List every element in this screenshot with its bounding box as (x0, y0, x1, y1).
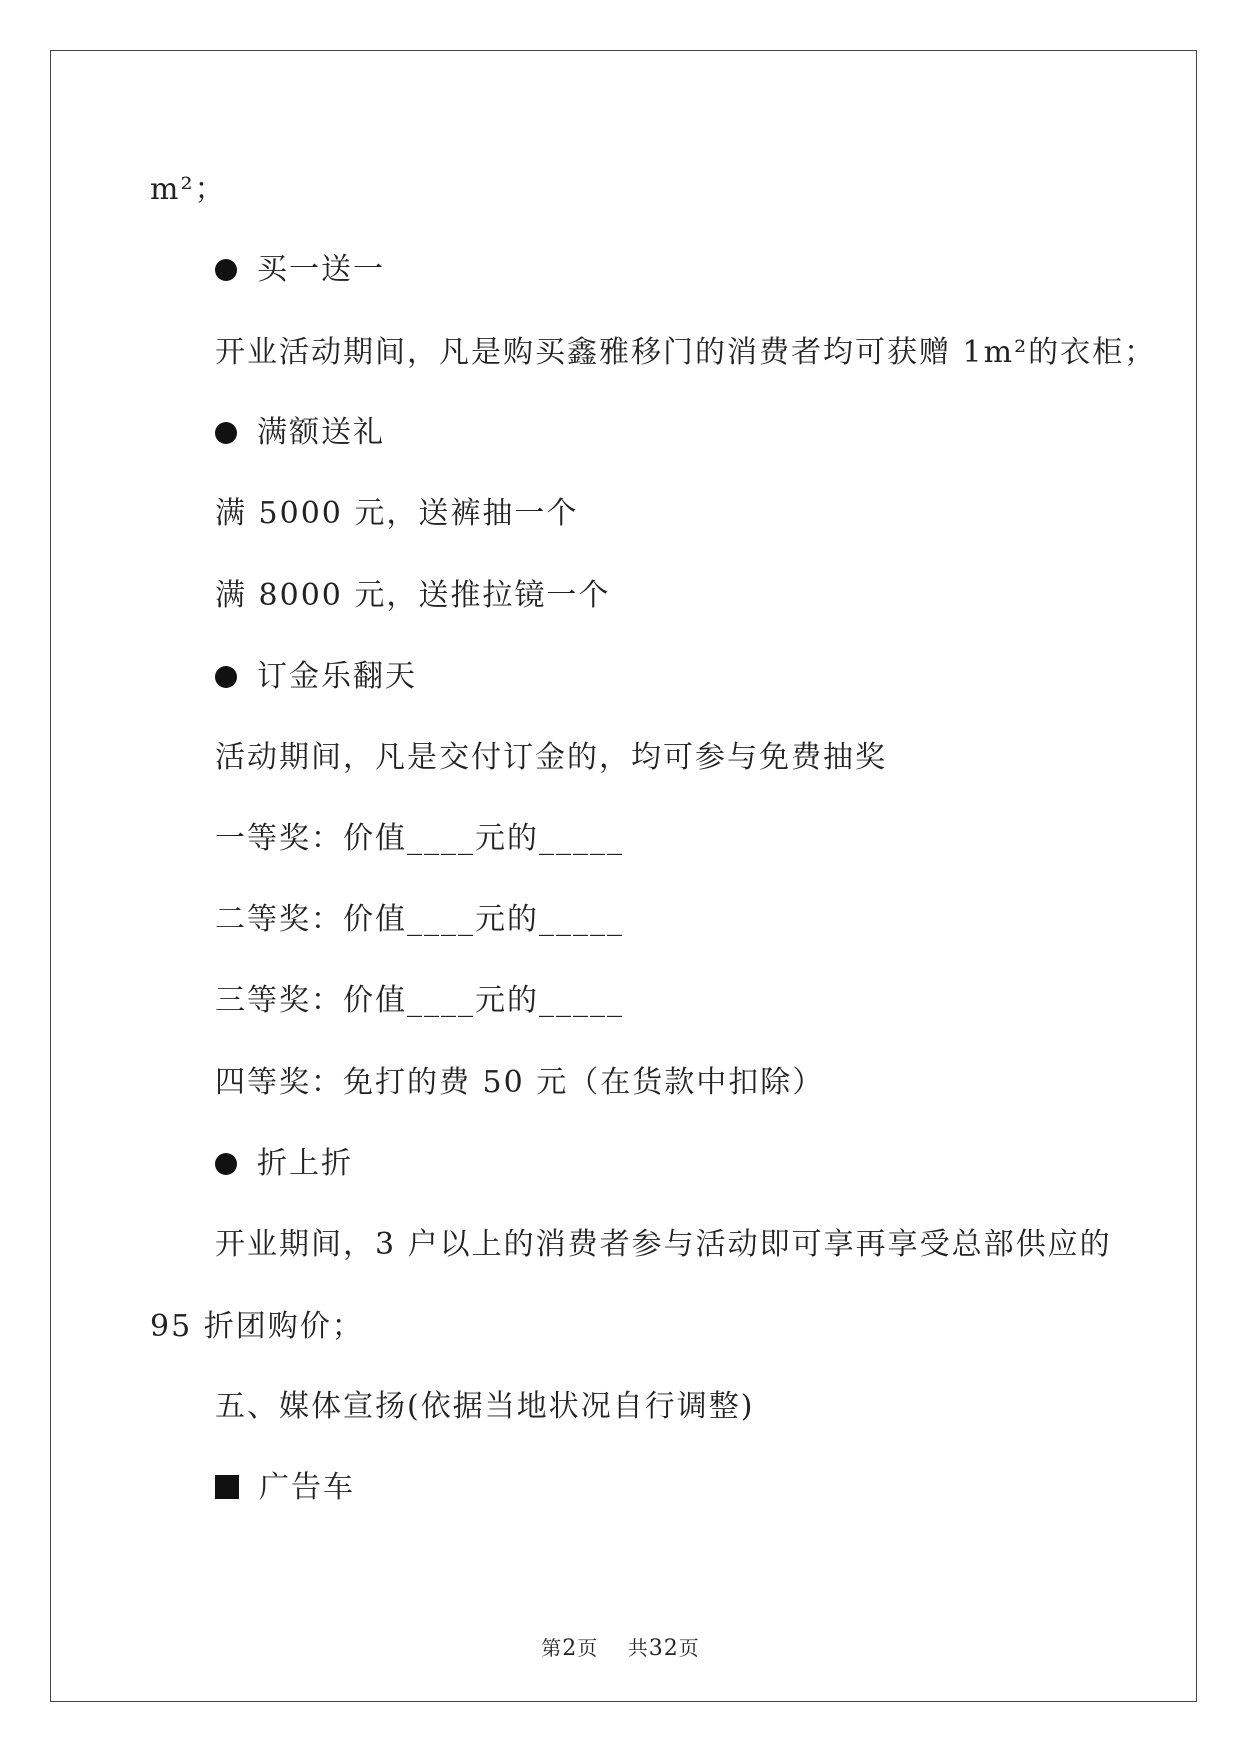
text-line: 95 折团购价； (150, 1309, 364, 1344)
bullet-icon (215, 259, 237, 281)
text-line: 满 8000 元，送推拉镜一个 (215, 578, 611, 613)
page-footer (0, 1635, 1241, 1662)
text-line: 四等奖：免打的费 50 元（在货款中扣除） (215, 1065, 825, 1100)
square-bullet-icon (215, 1475, 239, 1499)
text-line: 开业活动期间，凡是购买鑫雅移门的消费者均可获赠 1m²的衣柜； (215, 335, 1157, 370)
footer-total-suffix: 页 (678, 1636, 700, 1660)
text-line: 二等奖：价值____元的_____ (215, 902, 624, 937)
page-border (50, 50, 1197, 1702)
bullet-label: 折上折 (257, 1146, 353, 1181)
text-line: 三等奖：价值____元的_____ (215, 983, 624, 1018)
bullet-label: 买一送一 (257, 252, 385, 287)
section-heading: 五、媒体宣扬(依据当地状况自行调整) (215, 1389, 755, 1424)
bullet-item (215, 1144, 353, 1184)
square-bullet-item (215, 1468, 355, 1508)
text-line: 一等奖：价值____元的_____ (215, 821, 624, 856)
footer-page-prefix: 第 (541, 1636, 563, 1660)
footer-total-number: 32 (648, 1636, 679, 1661)
bullet-label: 满额送礼 (257, 415, 385, 450)
text-line: 开业期间，3 户以上的消费者参与活动即可享再享受总部供应的 (215, 1227, 1112, 1262)
bullet-label: 订金乐翻天 (257, 659, 417, 694)
bullet-label: 广告车 (259, 1470, 355, 1505)
bullet-item (215, 657, 417, 697)
text-line: 活动期间，凡是交付订金的，均可参与免费抽奖 (215, 740, 887, 775)
text-line: 满 5000 元，送裤抽一个 (215, 496, 579, 531)
bullet-icon (215, 422, 237, 444)
bullet-icon (215, 1153, 237, 1175)
bullet-icon (215, 666, 237, 688)
footer-page-suffix: 页 (577, 1636, 599, 1660)
bullet-item (215, 413, 385, 453)
bullet-item (215, 250, 385, 290)
footer-total-prefix: 共 (627, 1636, 649, 1660)
text-line: m²； (150, 172, 227, 207)
footer-page-number: 2 (562, 1636, 578, 1661)
